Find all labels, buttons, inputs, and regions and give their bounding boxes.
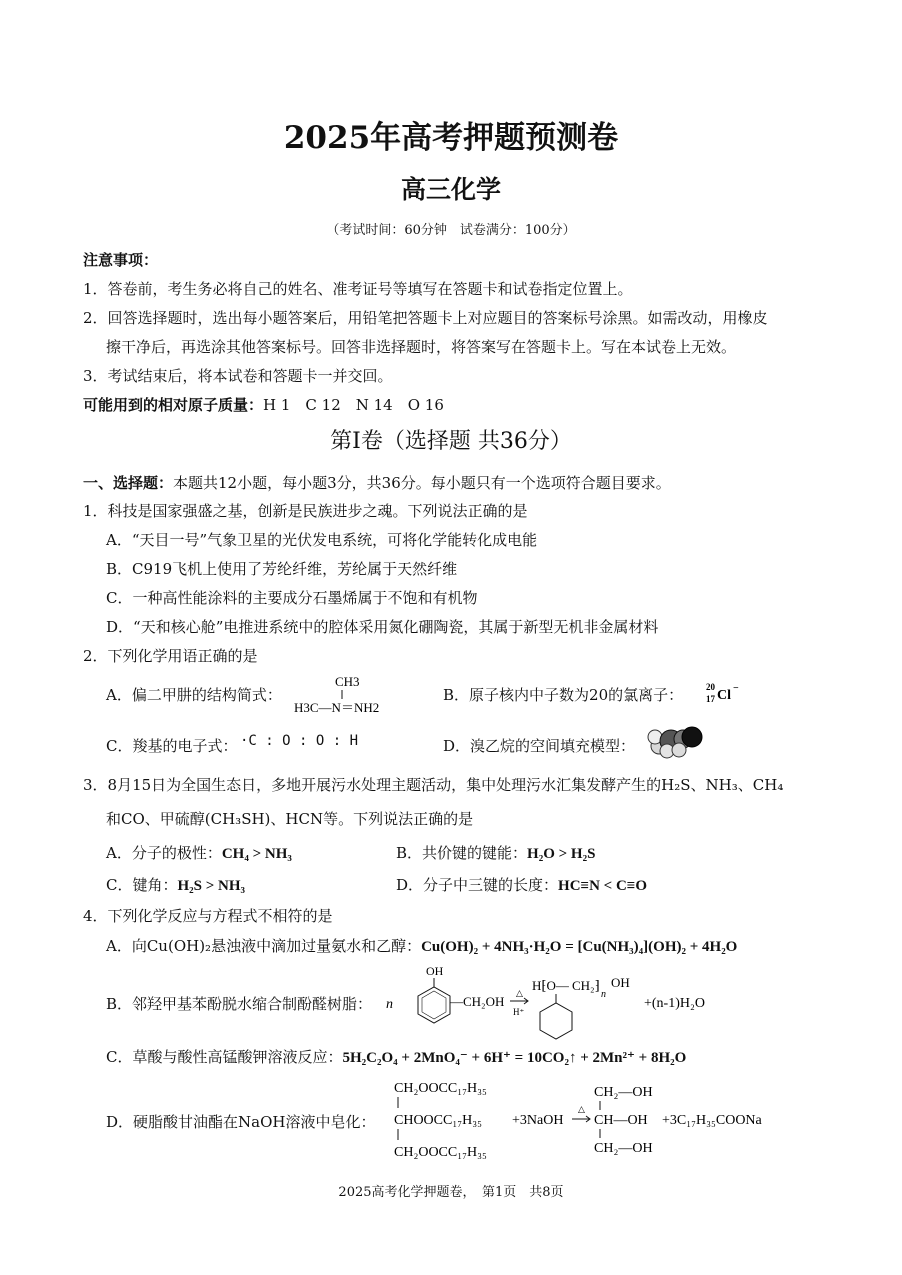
q2-c-electron-formula: ·C : O : O : H <box>240 733 359 749</box>
q2-b-isotope <box>696 680 746 706</box>
note-item-1: 1．答卷前，考生务必将自己的姓名、准考证号等填写在答题卡和试卷指定位置上。 <box>83 280 633 298</box>
q4-a-formula: Cu(OH)₂ + 4NH₃·H₂O = [Cu(NH₃)₄](OH)₂ + 4H₂O <box>421 939 738 955</box>
q4-d-p2: CH—OH <box>594 1113 648 1128</box>
q1-option-d: D．“天和核心舱”电推进系统中的腔体采用氮化硼陶瓷，其属于新型无机非金属材料 <box>106 618 659 636</box>
q2-a-structure-top: CH3 <box>335 674 360 689</box>
q4-b-ch2oh: —CH₂OH <box>450 994 505 1009</box>
section-instruction <box>83 472 671 493</box>
q4-b-oh: OH <box>426 964 444 978</box>
q4-option-c <box>106 1046 686 1067</box>
q1-option-c: C．一种高性能涂料的主要成分石墨烯属于不饱和有机物 <box>106 589 478 607</box>
q4-stem: 4．下列化学反应与方程式不相符的是 <box>83 907 333 925</box>
q4-b-ch2: CH₂⁆ <box>572 978 600 993</box>
q3-option-c <box>106 874 245 895</box>
q4-b-cond-bottom: H⁺ <box>513 1007 525 1017</box>
q4-b-sub-n: n <box>601 989 606 1000</box>
section-title: 第Ⅰ卷（选择题 共36分） <box>330 429 572 454</box>
q4-d-p3: CH₂—OH <box>594 1141 653 1156</box>
note-item-2: 2．回答选择题时，选出每小题答案后，用铅笔把答题卡上对应题目的答案标号涂黑。如需改动，用橡皮 <box>83 309 768 327</box>
q2-a-structure <box>290 670 400 716</box>
q1-option-b: B．C919飞机上使用了芳纶纤维，芳纶属于天然纤维 <box>106 560 458 578</box>
q4-d-r2: CHOOCC₁₇H₃₅ <box>394 1113 482 1128</box>
note-item-2-cont: 擦干净后，再选涂其他答案标号。回答非选择题时，将答案写在答题卡上。写在本试卷上无效。 <box>106 338 737 356</box>
q2-b-atomic: 17 <box>706 694 715 704</box>
q2-option-a: A．偏二甲肼的结构简式： <box>106 686 282 704</box>
q4-option-a <box>106 935 737 956</box>
q2-a-structure-bottom: H3C—N＝NH2 <box>294 700 380 715</box>
q3-b-formula: H₂O > H₂S <box>527 846 596 862</box>
q3-a-formula: CH₄ > NH₃ <box>221 846 292 862</box>
paper-subtitle: 高三化学 <box>400 175 501 204</box>
q4-b-end-oh: OH <box>611 975 630 990</box>
q4-d-product: +3C₁₇H₃₅COONa <box>662 1113 762 1128</box>
q2-option-d: D．溴乙烷的空间填充模型： <box>443 737 636 755</box>
notes-heading: 注意事项： <box>83 251 159 269</box>
q4-c-label: C．草酸与酸性高锰酸钾溶液反应： <box>106 1048 343 1066</box>
atomic-mass-label: 可能用到的相对原子质量： <box>83 396 264 414</box>
q2-b-charge: − <box>733 683 739 694</box>
section-instruction-label: 一、选择题： <box>83 474 174 492</box>
paper-title: 2025年高考押题预测卷 <box>283 120 619 156</box>
q3-c-label: C．键角： <box>106 876 178 894</box>
q4-a-label: A．向Cu(OH)₂悬浊液中滴加过量氨水和乙醇： <box>106 937 422 955</box>
q4-d-p1: CH₂—OH <box>594 1085 653 1100</box>
q3-stem-1: 3．8月15日为全国生态日，多地开展污水处理主题活动，集中处理污水汇集发酵产生的H₂S、NH₃、CH₄ <box>83 776 784 794</box>
q1-stem: 1．科技是国家强盛之基，创新是民族进步之魂。下列说法正确的是 <box>83 502 528 520</box>
q3-c-formula: H₂S > NH₃ <box>177 878 246 894</box>
q2-b-symbol: Cl <box>717 688 731 703</box>
q3-b-label: B．共价键的键能： <box>396 844 528 862</box>
q3-d-formula: HC≡N < C≡O <box>558 878 648 894</box>
atomic-mass-line <box>83 394 444 415</box>
q4-b-cond-top: △ <box>516 988 523 998</box>
q1-option-a: A．“天目一号”气象卫星的光伏发电系统，可将化学能转化成电能 <box>106 531 538 549</box>
q2-option-c: C．羧基的电子式： <box>106 737 238 755</box>
q3-a-label: A．分子的极性： <box>106 844 222 862</box>
exam-info: （考试时间：60分钟 试卷满分：100分） <box>326 223 576 238</box>
q4-d-r1: CH₂OOCC₁₇H₃₅ <box>394 1081 487 1096</box>
q4-d-reagent: +3NaOH <box>512 1113 564 1128</box>
q4-b-chain: H⁅O— <box>532 978 569 993</box>
section-instruction-text: 本题共12小题，每小题3分，共36分。每小题只有一个选项符合题目要求。 <box>173 474 671 492</box>
q4-b-reaction <box>382 962 712 1040</box>
q2-stem: 2．下列化学用语正确的是 <box>83 647 258 665</box>
q4-d-reaction <box>388 1074 808 1164</box>
q3-stem-2: 和CO、甲硫醇(CH₃SH)、HCN等。下列说法正确的是 <box>106 810 474 828</box>
atomic-mass-values: H 1 C 12 N 14 O 16 <box>263 396 444 414</box>
note-item-3: 3．考试结束后，将本试卷和答题卡一并交回。 <box>83 367 393 385</box>
q4-b-n: n <box>386 997 393 1012</box>
q4-d-r3: CH₂OOCC₁₇H₃₅ <box>394 1145 487 1160</box>
q4-d-cond: △ <box>578 1104 585 1114</box>
q2-b-mass: 20 <box>706 682 715 692</box>
q2-option-b: B．原子核内中子数为20的氯离子： <box>443 686 684 704</box>
page-footer: 2025高考化学押题卷， 第1页 共8页 <box>338 1185 564 1200</box>
q4-option-b-label: B．邻羟甲基苯酚脱水缩合制酚醛树脂： <box>106 995 373 1013</box>
q3-option-a <box>106 842 292 863</box>
q4-c-formula: 5H₂C₂O₄ + 2MnO₄⁻ + 6H⁺ = 10CO₂↑ + 2Mn²⁺ + 8H₂O <box>342 1050 687 1066</box>
q4-option-d-label: D．硬脂酸甘油酯在NaOH溶液中皂化： <box>106 1113 376 1131</box>
q3-option-d <box>396 874 647 895</box>
q3-d-label: D．分子中三键的长度： <box>396 876 559 894</box>
q3-option-b <box>396 842 595 863</box>
q4-b-water: +(n-1)H₂O <box>644 996 705 1011</box>
benzene-ring-icon <box>418 987 450 1023</box>
bromoethane-model-icon <box>645 724 705 760</box>
